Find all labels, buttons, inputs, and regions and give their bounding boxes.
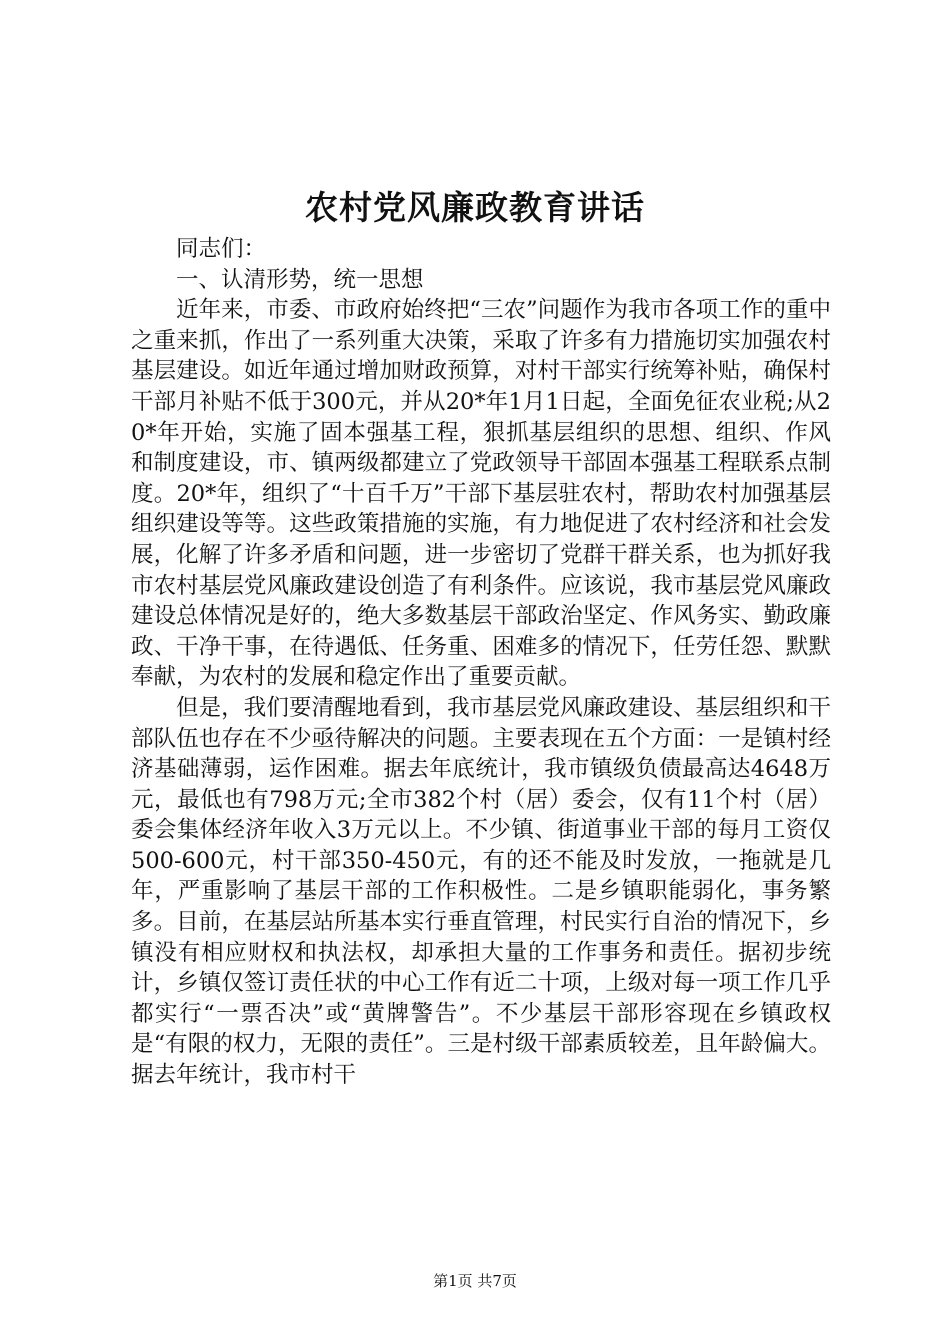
section-heading: 一、认清形势，统一思想: [176, 266, 424, 293]
salutation: 同志们：: [176, 236, 267, 262]
paragraph: 但是，我们要清醒地看到，我市基层党风廉政建设、基层组织和干部队伍也存在不少亟待解决的问题。主要表现在五个方面：一是镇村经济基础薄弱，运作困难。据去年底统计，我市镇级负债最高达4648万元，最低也有798万元;全市382个村（居）委会，仅有11个村（居）委会集体经济年收入3万元以上。不少镇、街道事业干部的每月工资仅500-600元，村干部350-450元，有的还不能及时发放，一拖就是几年，严重影响了基层干部的工作积极性。二是乡镇职能弱化，事务繁多。目前，在基层站所基本实行垂直管理，村民实行自治的情况下，乡镇没有相应财权和执法权，却承担大量的工作事务和责任。据初步统计，乡镇仅签订责任状的中心工作有近二十项，上级对每一项工作几乎都实行“一票否决”或“黄牌警告”。不少基层干部形容现在乡镇政权是“有限的权力，无限的责任”。三是村级干部素质较差，且年龄偏大。据去年统计，我市村干: [131, 694, 831, 1089]
paragraph: 近年来，市委、市政府始终把“三农”问题作为我市各项工作的重中之重来抓，作出了一系列重大决策，采取了许多有力措施切实加强农村基层建设。如近年通过增加财政预算，对村干部实行统筹补贴，确保村干部月补贴不低于300元，并从20*年1月1日起，全面免征农业税;从20*年开始，实施了固本强基工程，狠抓基层组织的思想、组织、作风和制度建设，市、镇两级都建立了党政领导干部固本强基工程联系点制度。20*年，组织了“十百千万”干部下基层驻农村，帮助农村加强基层组织建设等等。这些政策措施的实施，有力地促进了农村经济和社会发展，化解了许多矛盾和问题，进一步密切了党群干群关系，也为抓好我市农村基层党风廉政建设创造了有利条件。应该说，我市基层党风廉政建设总体情况是好的，绝大多数基层干部政治坚定、作风务实、勤政廉政、干净干事，在待遇低、任务重、困难多的情况下，任劳任怨、默默奉献，为农村的发展和稳定作出了重要贡献。: [131, 297, 831, 691]
document-body: [131, 234, 831, 1091]
document-title: 农村党风廉政教育讲话: [305, 188, 645, 227]
page-number: 第1页 共7页: [433, 1272, 517, 1290]
